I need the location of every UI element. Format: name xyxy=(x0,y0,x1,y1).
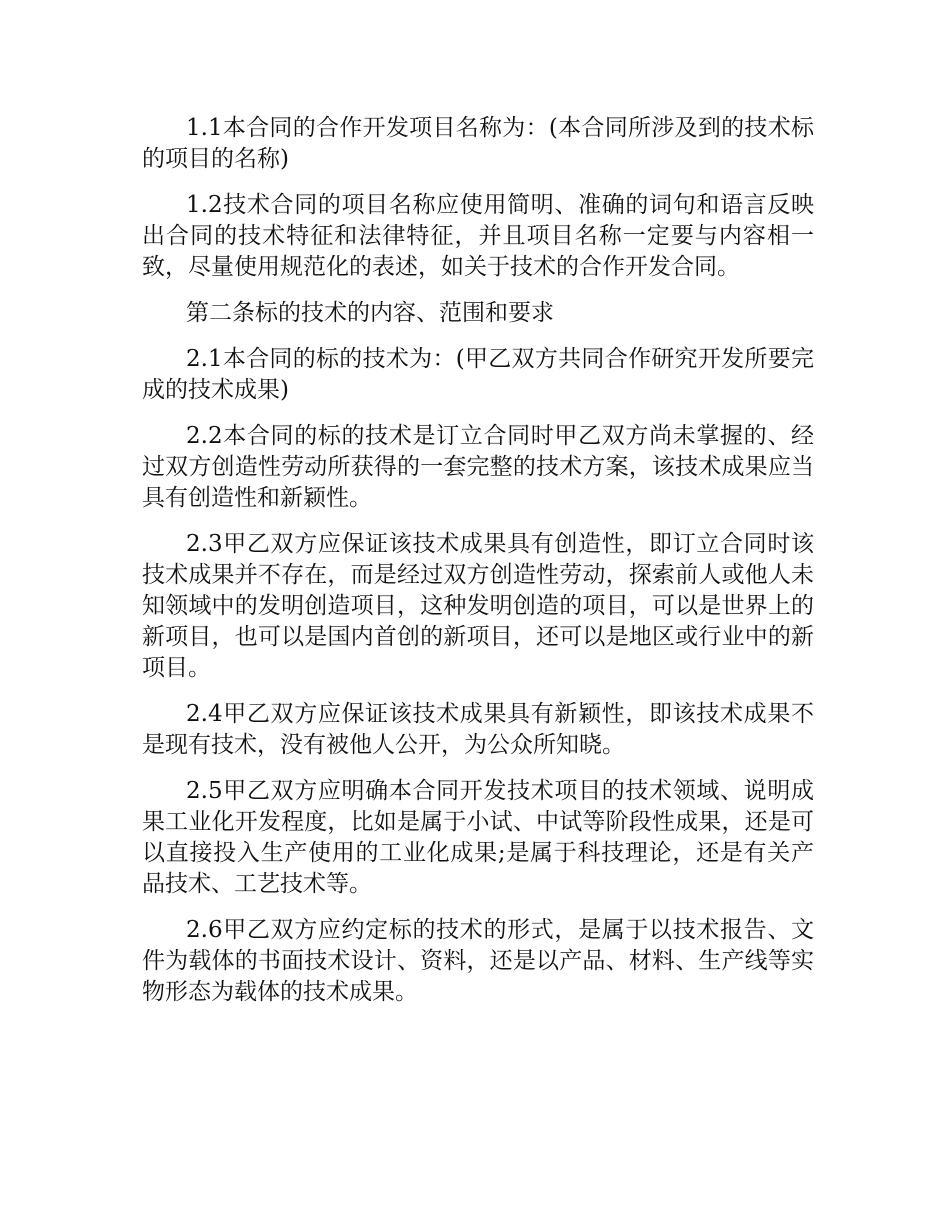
paragraph-2-6: 2.6甲乙双方应约定标的技术的形式，是属于以技术报告、文件为载体的书面技术设计、资料，还是以产品、材料、生产线等实物形态为载体的技术成果。 xyxy=(142,917,814,1005)
paragraph-1-1: 1.1本合同的合作开发项目名称为：(本合同所涉及到的技术标的项目的名称) xyxy=(142,115,814,172)
paragraph-1-2: 1.2技术合同的项目名称应使用简明、准确的词句和语言反映出合同的技术特征和法律特征，并且项目名称一定要与内容相一致，尽量使用规范化的表述，如关于技术的合作开发合同。 xyxy=(142,192,814,280)
document-body xyxy=(142,113,814,1023)
paragraph-2-5: 2.5甲乙双方应明确本合同开发技术项目的技术领域、说明成果工业化开发程度，比如是属于小试、中试等阶段性成果，还是可以直接投入生产使用的工业化成果;是属于科技理论，还是有关产品技术、工艺技术等。 xyxy=(142,778,814,897)
section-heading-article-2: 第二条标的技术的内容、范围和要求 xyxy=(186,300,554,326)
paragraph-2-3: 2.3甲乙双方应保证该技术成果具有创造性，即订立合同时该技术成果并不存在，而是经过双方创造性劳动，探索前人或他人未知领域中的发明创造项目，这种发明创造的项目，可以是世界上的新项目，也可以是国内首创的新项目，还可以是地区或行业中的新项目。 xyxy=(142,531,814,681)
paragraph-2-1: 2.1本合同的标的技术为：(甲乙双方共同合作研究开发所要完成的技术成果) xyxy=(142,346,814,403)
paragraph-2-2: 2.2本合同的标的技术是订立合同时甲乙双方尚未掌握的、经过双方创造性劳动所获得的一套完整的技术方案，该技术成果应当具有创造性和新颖性。 xyxy=(142,423,814,511)
paragraph-2-4: 2.4甲乙双方应保证该技术成果具有新颖性，即该技术成果不是现有技术，没有被他人公开，为公众所知晓。 xyxy=(142,701,814,758)
